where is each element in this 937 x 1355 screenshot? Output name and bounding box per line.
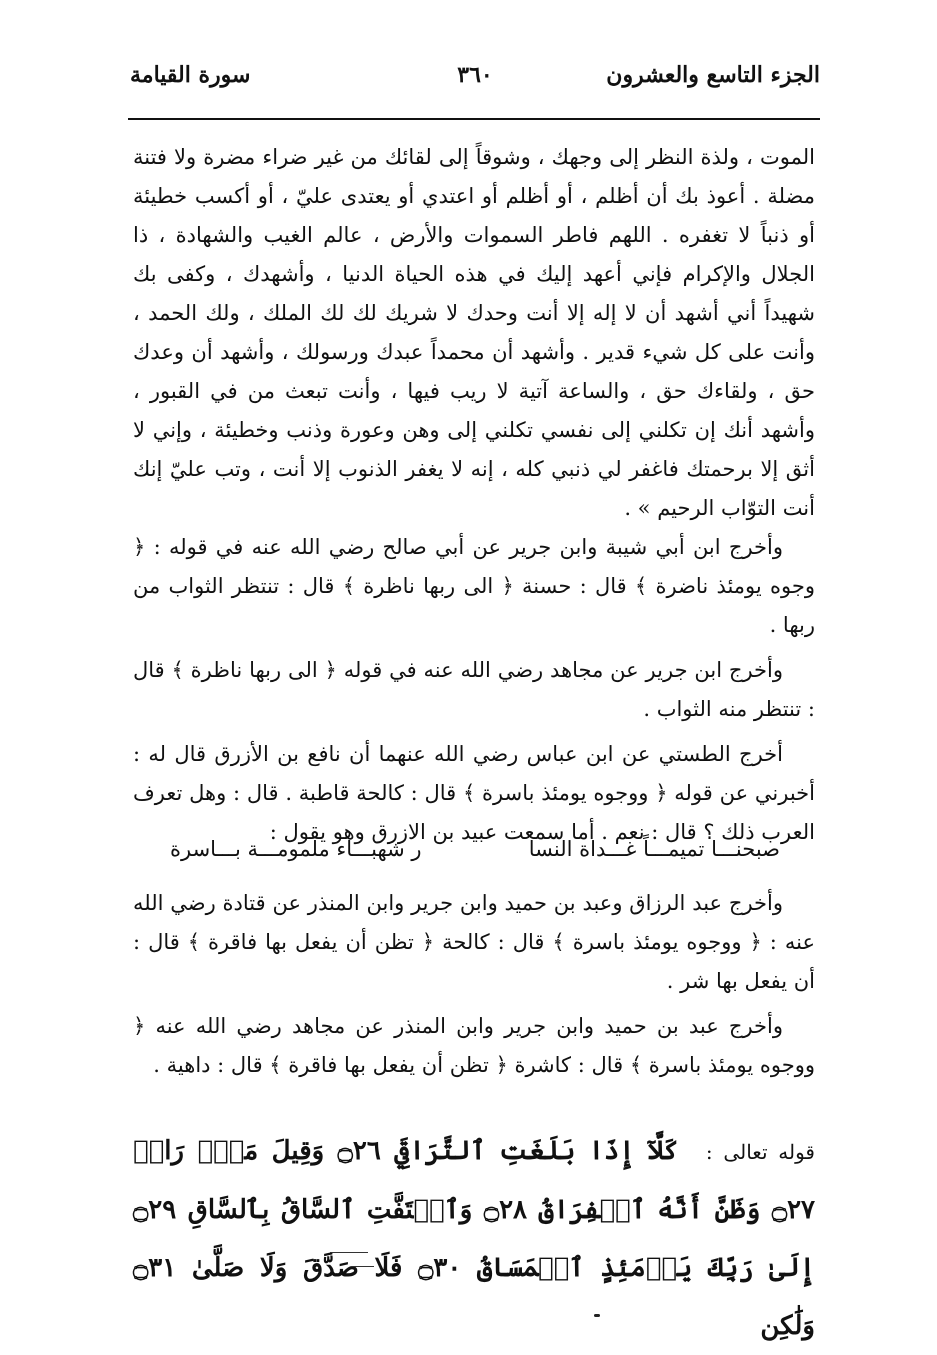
page-number: ٣٦٠ — [457, 62, 493, 88]
poetry-verse — [160, 837, 790, 873]
header-rule — [128, 118, 820, 120]
part-title: الجزء التاسع والعشرون — [606, 62, 820, 88]
body-text — [133, 138, 815, 852]
body-text-lower — [133, 884, 815, 1085]
paragraph-qatada: وأخرج عبد الرزاق وعبد بن حميد وابن جرير وابن المنذر عن قتادة رضي الله عنه : ﴿ ووجوه يومئذ باسرة ﴾ قال : كالحة ﴿ تظن أن يفعل بها فاقرة ﴾ قال : أن يفعل بها شر . — [133, 891, 815, 993]
paragraph-mujahid: وأخرج ابن جرير عن مجاهد رضي الله عنه في قوله ﴿ الى ربها ناظرة ﴾ قال : تنتظر منه الثواب . — [133, 658, 815, 721]
verse-first-half: صبحنـــا تميمـــاً غـــداة النسا — [528, 837, 780, 861]
paragraph-abu-salih: وأخرج ابن أبي شيبة وابن جرير عن أبي صالح رضي الله عنه في قوله : ﴿ وجوه يومئذ ناضرة ﴾ قال : حسنة ﴿ الى ربها ناظرة ﴾ قال : تنتظر الثواب من ربها . — [133, 535, 815, 637]
paragraph-tusti: أخرج الطستي عن ابن عباس رضي الله عنهما أن نافع بن الأزرق قال له : أخبرني عن قوله ﴿ ووجوه يومئذ باسرة ﴾ قال : كالحة قاطبة . قال : وهل تعرف العرب ذلك ؟ قال : نعم . أما سمعت عبيد بن الازرق وهو يقول : — [133, 742, 815, 844]
quran-verses: كَلَّآ إِذَا بَلَغَتِ ٱلتَّرَاقِيَ ۝٢٦ وَقِيلَ مَنْۜ رَاقٖ ۝٢٧ وَظَنَّ أَنَّهُ ٱلۡفِرَاقُ ۝٢٨ وَٱلۡتَفَّتِ ٱلسَّاقُ بِٱلسَّاقِ ۝٢٩ إِلَىٰ رَبِّكَ يَوۡمَئِذٍ ٱلۡمَسَاقُ ۝٣٠ فَلَا صَدَّقَ وَلَا صَلَّىٰ ۝٣١ وَلَٰكِن — [133, 1136, 815, 1341]
scan-mark — [352, 1266, 374, 1267]
quran-passage — [133, 1122, 815, 1355]
page-header — [130, 62, 820, 102]
surah-title: سورة القيامة — [130, 62, 251, 88]
quran-intro: قوله تعالى : — [705, 1140, 815, 1164]
scan-mark — [330, 1252, 368, 1253]
paragraph-dua: الموت ، ولذة النظر إلى وجهك ، وشوقاً إلى لقائك من غير ضراء مضرة ولا فتنة مضلة . أعوذ بك أن أظلم ، أو أظلم أو اعتدي أو يعتدى عليّ ، أو أكسب خطيئة أو ذنباً لا تغفره . اللهم فاطر السموات والأرض ، عالم الغيب والشهادة ، ذا الجلال والإكرام فإني أعهد إليك في هذه الحياة الدنيا ، وأشهدك ، وكفى بك شهيداً أني أشهد أن لا إله إلا أنت وحدك لا شريك لك لك الملك ، ولك الحمد ، وأنت على كل شيء قدير . وأشهد أن محمداً عبدك ورسولك ، وأشهد أن وعدك حق ، ولقاءك حق ، والساعة آتية لا ريب فيها ، وأنت تبعث من في القبور ، وأشهد أنك إن تكلني إلى نفسي تكلني إلى وهن وعورة وذنب وخطيئة ، وإني لا أثق إلا برحمتك فاغفر لي ذنبي كله ، إنه لا يغفر الذنوب إلا أنت ، وتب عليّ إنك أنت التوّاب الرحيم » . — [133, 145, 815, 520]
paragraph-mujahid-2: وأخرج عبد بن حميد وابن جرير وابن المنذر عن مجاهد رضي الله عنه ﴿ ووجوه يومئذ باسرة ﴾ قال : كاشرة ﴿ تظن أن يفعل بها فاقرة ﴾ قال : داهية . — [133, 1014, 815, 1077]
scan-dot — [594, 1314, 600, 1317]
verse-second-half: ر شهبـــاء ملمومـــة بـــاسرة — [170, 837, 422, 861]
